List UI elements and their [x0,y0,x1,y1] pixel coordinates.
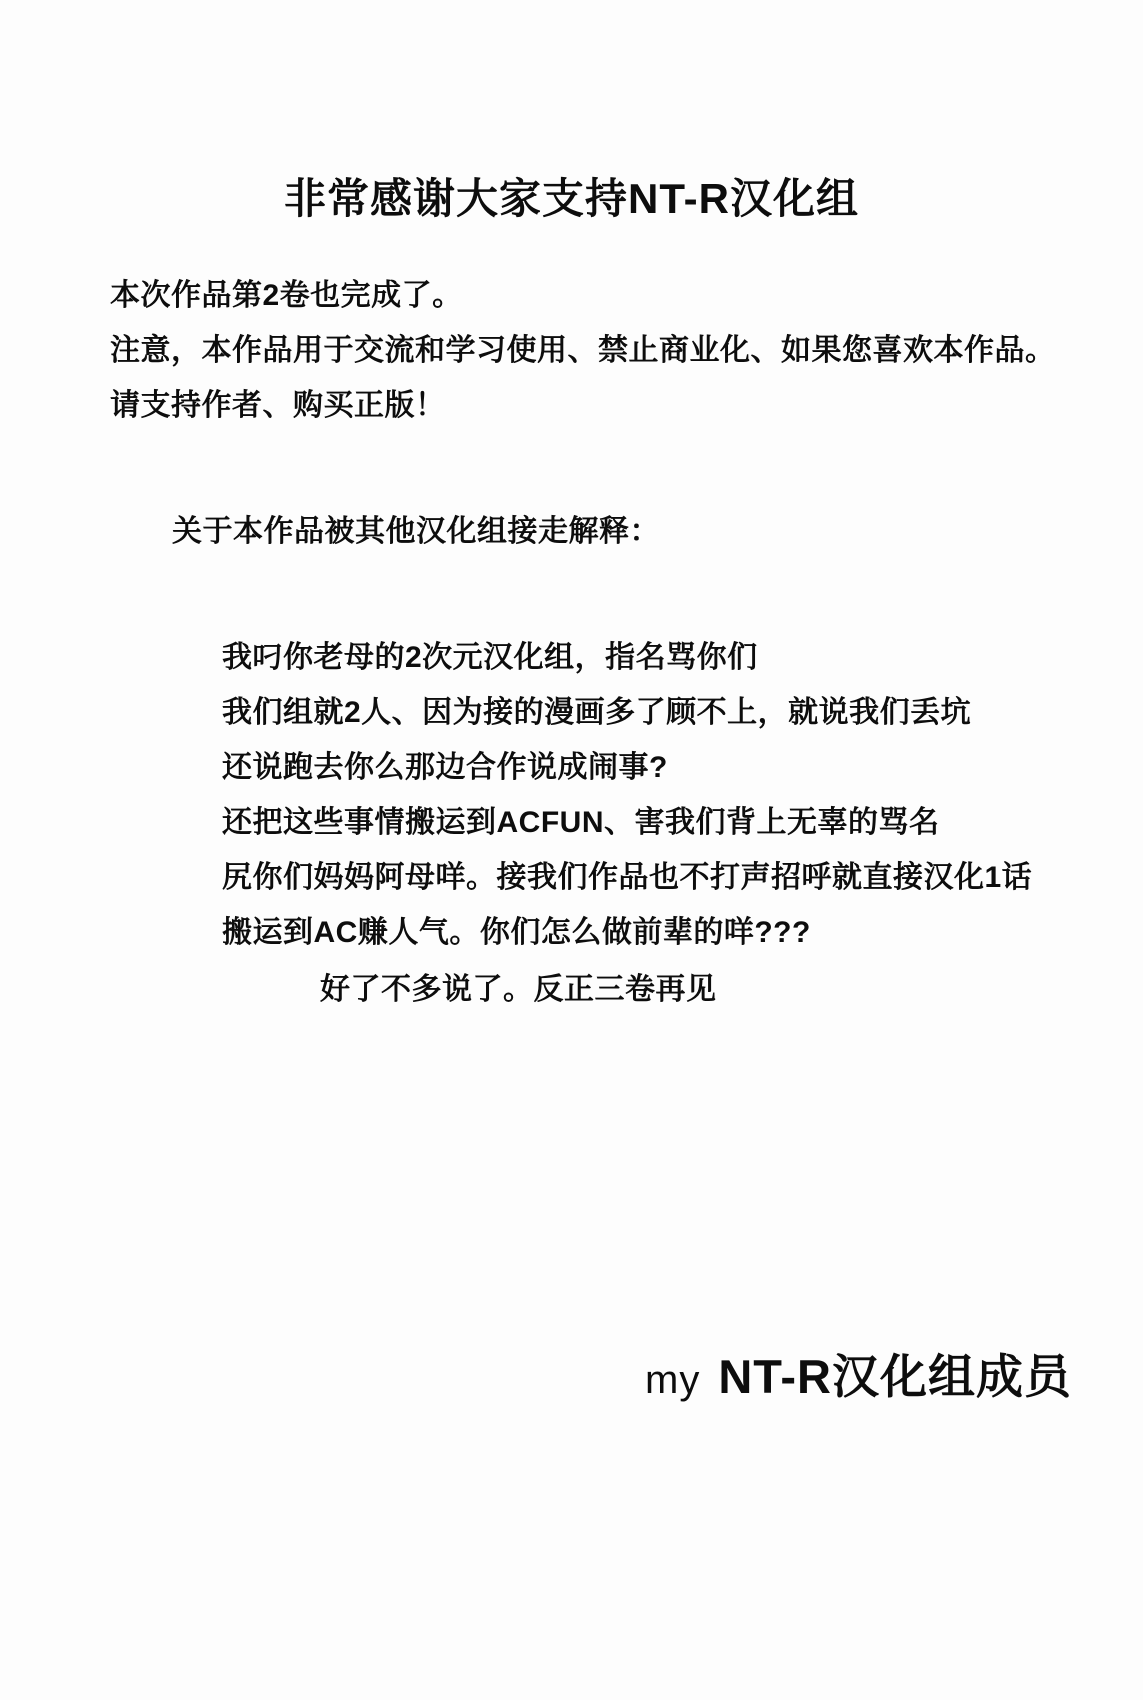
rant-line: 还把这些事情搬运到ACFUN、害我们背上无辜的骂名 [222,806,940,839]
rant-line: 尻你们妈妈阿母咩。接我们作品也不打声招呼就直接汉化1话 [222,861,1033,894]
section-heading-explanation: 关于本作品被其他汉化组接走解释： [172,515,660,548]
signature-group-name: NT-R汉化组成员 [718,1350,1072,1403]
signature [645,1340,1072,1407]
intro-line-notice: 注意，本作品用于交流和学习使用、禁止商业化、如果您喜欢本作品。 [110,334,1056,367]
signature-prefix: my [645,1358,701,1402]
intro-line-support-author: 请支持作者、购买正版！ [110,389,446,422]
closing-line: 好了不多说了。反正三卷再见 [320,973,717,1006]
rant-line: 还说跑去你么那边合作说成闹事? [222,751,668,784]
intro-line-volume-complete: 本次作品第2卷也完成了。 [110,279,463,312]
rant-line: 我们组就2人、因为接的漫画多了顾不上，就说我们丢坑 [222,696,972,729]
page-title: 非常感谢大家支持NT-R汉化组 [284,175,859,222]
rant-line: 我叼你老母的2次元汉化组，指名骂你们 [222,641,758,674]
rant-line: 搬运到AC赚人气。你们怎么做前辈的咩??? [222,916,811,949]
